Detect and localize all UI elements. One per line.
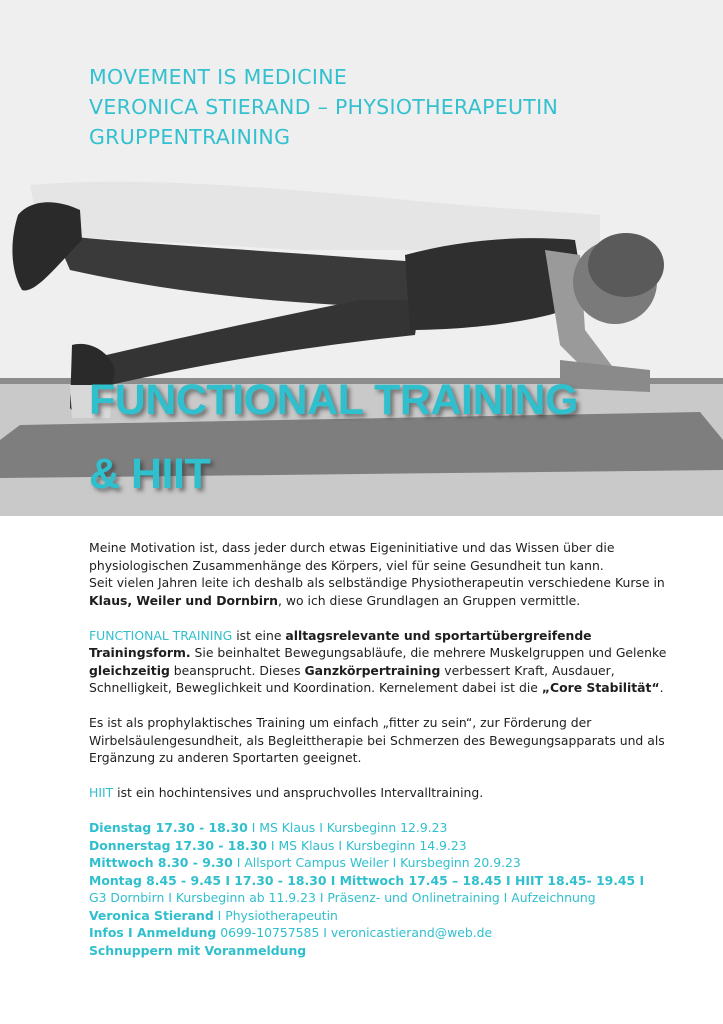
functional-b3: Ganzkörpertraining <box>304 662 441 678</box>
functional-t5: . <box>659 680 664 695</box>
header-lines <box>89 62 558 152</box>
intro-paragraph <box>89 539 674 609</box>
schedule-row-3-time: Mittwoch 8.30 - 9.30 <box>89 855 233 870</box>
functional-b4: „Core Stabilität“ <box>541 680 660 695</box>
functional-t4: verbessert Kraft, Ausdauer, Schnelligkeit, Beweglichkeit und Koordination. Kernelement dabei ist die <box>89 662 615 695</box>
schedule-row-6 <box>89 907 674 925</box>
header-line-1: MOVEMENT IS MEDICINE <box>89 65 348 89</box>
contact-role: I Physiotherapeutin <box>213 907 338 923</box>
body-text <box>89 539 674 959</box>
intro-text-3: , wo ich diese Grundlagen an Gruppen vermittle. <box>277 592 581 608</box>
title-line-1: FUNCTIONAL TRAINING <box>89 376 578 424</box>
contact-details: 0699-10757585 I veronicastierand@web.de <box>216 925 493 940</box>
hiit-text: ist ein hochintensives und anspruchvolles Intervalltraining. <box>113 785 484 800</box>
schedule-row-2-time: Donnerstag 17.30 - 18.30 <box>89 837 267 853</box>
intro-text-2: Seit vielen Jahren leite ich deshalb als selbständige Physiotherapeutin verschiedene Kurse in <box>89 575 665 590</box>
trial-note: Schnuppern mit Voranmeldung <box>89 942 307 958</box>
schedule-row-4-time: Montag 8.45 - 9.45 I 17.30 - 18.30 I Mittwoch 17.45 – 18.45 I HIIT 18.45- 19.45 I <box>89 872 645 888</box>
functional-t1: ist eine <box>232 627 286 643</box>
schedule-row-3-info: I Allsport Campus Weiler I Kursbeginn 20.9.23 <box>232 855 521 870</box>
schedule-row-1-time: Dienstag 17.30 - 18.30 <box>89 820 248 835</box>
intro-places: Klaus, Weiler und Dornbirn <box>89 592 278 608</box>
header-line-2: VERONICA STIERAND – PHYSIOTHERAPEUTIN <box>89 95 559 119</box>
schedule-row-1 <box>89 819 674 837</box>
schedule-row-1-info: I MS Klaus I Kursbeginn 12.9.23 <box>247 820 448 835</box>
hiit-paragraph <box>89 784 674 802</box>
schedule-row-5: G3 Dornbirn I Kursbeginn ab 11.9.23 I Präsenz- und Onlinetraining I Aufzeichnung <box>89 890 596 905</box>
contact-label: Infos I Anmeldung <box>89 925 217 940</box>
functional-paragraph <box>89 627 674 697</box>
functional-t2: Sie beinhaltet Bewegungsabläufe, die mehrere Muskelgruppen und Gelenke <box>190 645 667 660</box>
schedule-row-2-info: I MS Klaus I Kursbeginn 14.9.23 <box>266 837 467 853</box>
schedule-row-7 <box>89 924 674 942</box>
functional-label: FUNCTIONAL TRAINING <box>89 627 233 643</box>
intro-text-1: Meine Motivation ist, dass jeder durch etwas Eigeninitiative und das Wissen über die physiologischen Zusammenhänge des Körpers, viel für seine Gesundheit tun kann. <box>89 540 615 573</box>
schedule-row-8 <box>89 942 674 960</box>
functional-t3: beansprucht. Dieses <box>169 662 305 678</box>
prophylaxis-paragraph: Es ist als prophylaktisches Training um einfach „fitter zu sein“, zur Förderung der Wirbelsäulengesundheit, als Begleittherapie bei Schmerzen des Bewegungsapparats und als Ergänzung zu anderen Sportarten geeignet. <box>89 715 665 765</box>
hiit-label: HIIT <box>89 785 114 800</box>
functional-b1: alltagsrelevante und sportartübergreifende Trainingsform. <box>89 627 592 660</box>
header-line-3: GRUPPENTRAINING <box>89 125 291 149</box>
schedule-row-3 <box>89 854 674 872</box>
schedule-row-4 <box>89 872 674 890</box>
title-line-2: & HIIT <box>89 450 211 498</box>
functional-b2: gleichzeitig <box>89 662 170 678</box>
contact-name: Veronica Stierand <box>89 907 214 923</box>
schedule <box>89 819 674 959</box>
schedule-row-2 <box>89 837 674 855</box>
